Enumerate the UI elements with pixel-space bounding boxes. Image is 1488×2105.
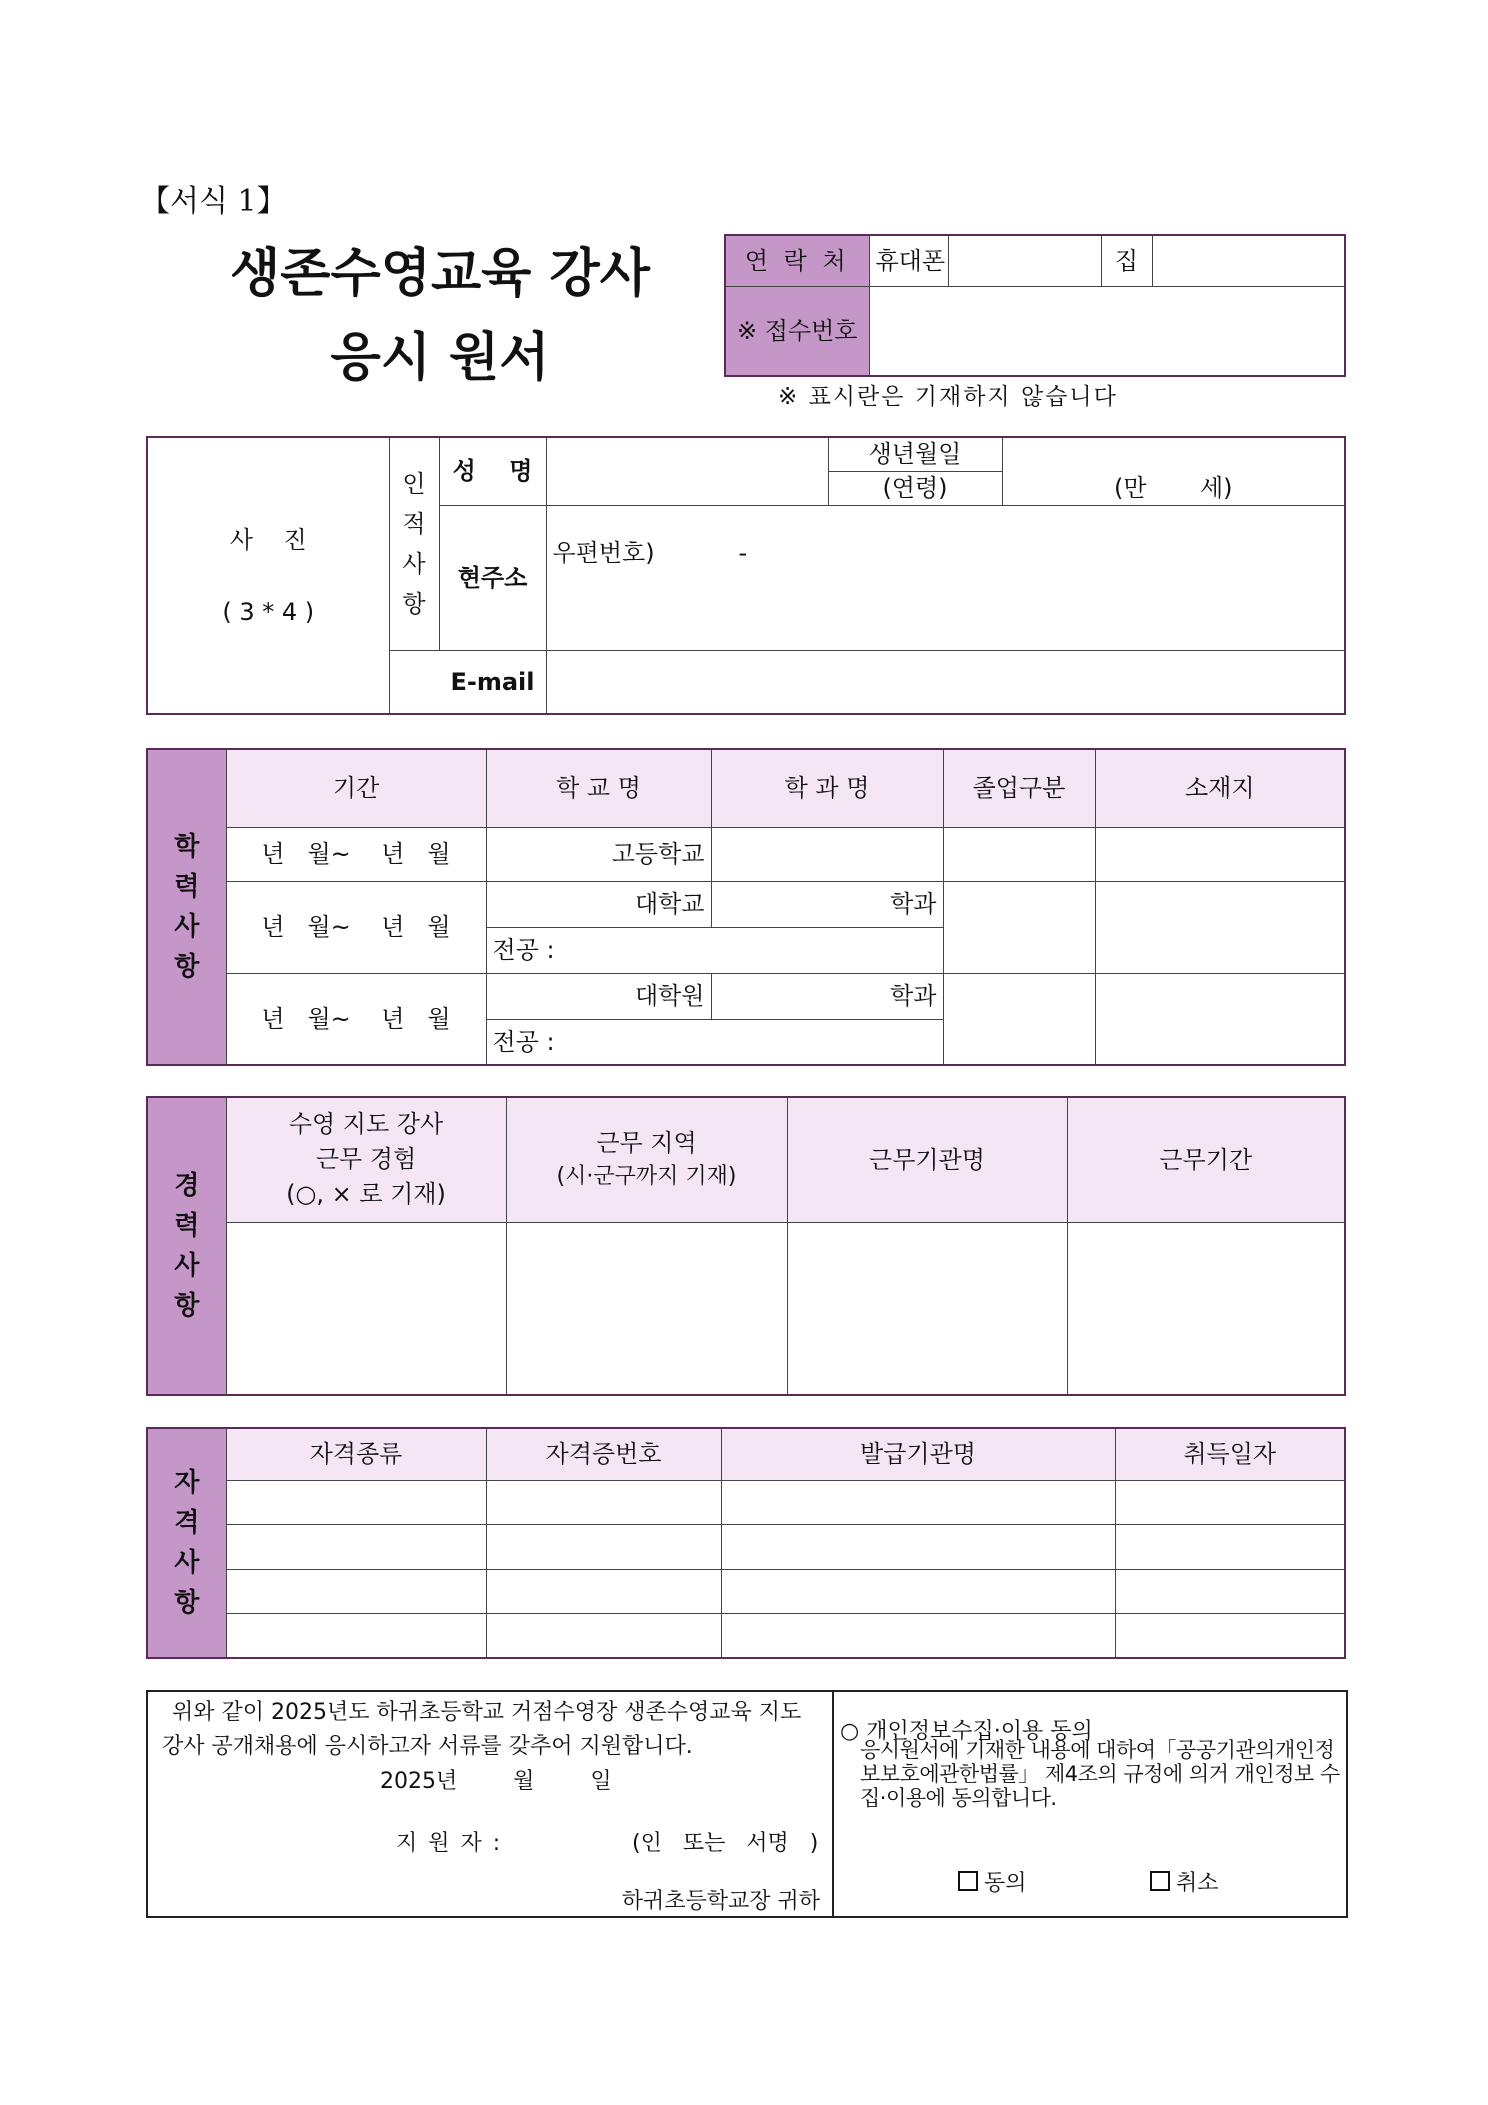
edu-period-1[interactable]: 년 월~ 년 월 xyxy=(226,827,486,881)
form-label: 【서식 1】 xyxy=(140,184,287,219)
edu-grad-2[interactable] xyxy=(943,881,1095,973)
license-row xyxy=(147,1614,1345,1658)
address-label: 현주소 xyxy=(439,505,546,651)
edu-header-dept: 학 과 명 xyxy=(711,749,943,827)
license-row xyxy=(147,1524,1345,1569)
agree-option[interactable] xyxy=(958,1866,1027,1897)
license-row xyxy=(147,1570,1345,1614)
edu-header-period: 기간 xyxy=(226,749,486,827)
grad-school-major[interactable]: 전공 : xyxy=(486,1019,943,1065)
contact-table xyxy=(724,234,1346,377)
name-label: 성 명 xyxy=(439,437,546,505)
edu-period-2[interactable]: 년 월~ 년 월 xyxy=(226,881,486,973)
receipt-input xyxy=(869,286,1345,376)
cancel-option[interactable] xyxy=(1150,1866,1219,1897)
education-section-label: 학 력 사 항 xyxy=(147,749,226,1065)
license-header-date: 취득일자 xyxy=(1115,1428,1345,1480)
edu-loc-2[interactable] xyxy=(1095,881,1345,973)
pledge-box xyxy=(146,1690,1348,1918)
grad-school-dept-label[interactable]: 학과 xyxy=(711,973,943,1019)
personal-table xyxy=(146,436,1346,715)
cancel-checkbox[interactable] xyxy=(1150,1871,1170,1891)
age-value[interactable]: (만 세) xyxy=(1002,437,1345,505)
edu-dept-1[interactable] xyxy=(711,827,943,881)
photo-size: ( 3 * 4 ) xyxy=(222,597,315,626)
address-input[interactable] xyxy=(546,505,1345,651)
email-label: E-mail xyxy=(389,651,546,714)
consent-section xyxy=(834,1692,1346,1916)
career-header-org: 근무기관명 xyxy=(787,1097,1067,1222)
birth-label: 생년월일 xyxy=(828,437,1002,471)
high-school-label[interactable]: 고등학교 xyxy=(486,827,711,881)
title-line-2: 응시 원서 xyxy=(330,328,550,388)
edu-header-school: 학 교 명 xyxy=(486,749,711,827)
education-table xyxy=(146,748,1346,1066)
postal-label: 우편번호) - xyxy=(552,538,748,567)
age-label: (연령) xyxy=(828,471,1002,505)
license-table xyxy=(146,1427,1346,1659)
university-label[interactable]: 대학교 xyxy=(486,881,711,927)
photo-box[interactable] xyxy=(147,437,389,714)
cancel-label: 취소 xyxy=(1176,1871,1219,1896)
pledge-left xyxy=(148,1692,834,1916)
career-cell-period[interactable] xyxy=(1067,1222,1345,1395)
career-header-region: 근무 지역 (시·군구까지 기재) xyxy=(506,1097,787,1222)
home-label: 집 xyxy=(1101,235,1152,286)
photo-label: 사 진 xyxy=(229,525,307,554)
license-header-issuer: 발급기관명 xyxy=(721,1428,1115,1480)
edu-grad-1[interactable] xyxy=(943,827,1095,881)
receipt-label: ※ 접수번호 xyxy=(725,286,869,376)
addressee: 하귀초등학교장 귀하 xyxy=(621,1889,820,1914)
edu-grad-3[interactable] xyxy=(943,973,1095,1065)
applicant-label: 지 원 자 : xyxy=(396,1831,503,1856)
contact-note: ※ 표시란은 기재하지 않습니다 xyxy=(778,384,1118,410)
home-input[interactable] xyxy=(1152,235,1345,286)
career-table xyxy=(146,1096,1346,1396)
email-input[interactable] xyxy=(546,651,1345,714)
pledge-date[interactable]: 2025년 월 일 xyxy=(380,1769,612,1794)
mobile-label: 휴대폰 xyxy=(869,235,948,286)
personal-section-label: 인 적 사 항 xyxy=(389,437,439,651)
university-dept-label[interactable]: 학과 xyxy=(711,881,943,927)
license-section-label: 자 격 사 항 xyxy=(147,1428,226,1658)
consent-body: 응시원서에 기재한 내용에 대하여「공공기관의개인정보보호에관한법률」 제4조의 규정에 의거 개인정보 수집·이용에 동의합니다. xyxy=(860,1738,1340,1810)
edu-header-graduation: 졸업구분 xyxy=(943,749,1095,827)
university-major[interactable]: 전공 : xyxy=(486,927,943,973)
license-header-type: 자격종류 xyxy=(226,1428,486,1480)
signature-field[interactable]: (인 또는 서명 ) xyxy=(632,1831,819,1856)
career-section-label: 경 력 사 항 xyxy=(147,1097,226,1395)
career-header-experience: 수영 지도 강사 근무 경험 (○, × 로 기재) xyxy=(226,1097,506,1222)
career-cell-experience[interactable] xyxy=(226,1222,506,1395)
career-cell-region[interactable] xyxy=(506,1222,787,1395)
consent-title: ○ 개인정보수집·이용 동의 xyxy=(840,1719,1093,1744)
edu-period-3[interactable]: 년 월~ 년 월 xyxy=(226,973,486,1065)
title-line-1: 생존수영교육 강사 xyxy=(230,244,650,304)
contact-label: 연 락 처 xyxy=(725,235,869,286)
mobile-input[interactable] xyxy=(948,235,1101,286)
license-header-number: 자격증번호 xyxy=(486,1428,721,1480)
pledge-text: 위와 같이 2025년도 하귀초등학교 거점수영장 생존수영교육 지도 강사 공개채용에 응시하고자 서류를 갖추어 지원합니다. xyxy=(162,1700,802,1759)
career-cell-org[interactable] xyxy=(787,1222,1067,1395)
page-title xyxy=(220,232,660,400)
edu-loc-3[interactable] xyxy=(1095,973,1345,1065)
name-input[interactable] xyxy=(546,437,828,505)
agree-label: 동의 xyxy=(984,1871,1027,1896)
edu-header-location: 소재지 xyxy=(1095,749,1345,827)
edu-loc-1[interactable] xyxy=(1095,827,1345,881)
career-header-period: 근무기간 xyxy=(1067,1097,1345,1222)
grad-school-label[interactable]: 대학원 xyxy=(486,973,711,1019)
license-row xyxy=(147,1480,1345,1524)
agree-checkbox[interactable] xyxy=(958,1871,978,1891)
